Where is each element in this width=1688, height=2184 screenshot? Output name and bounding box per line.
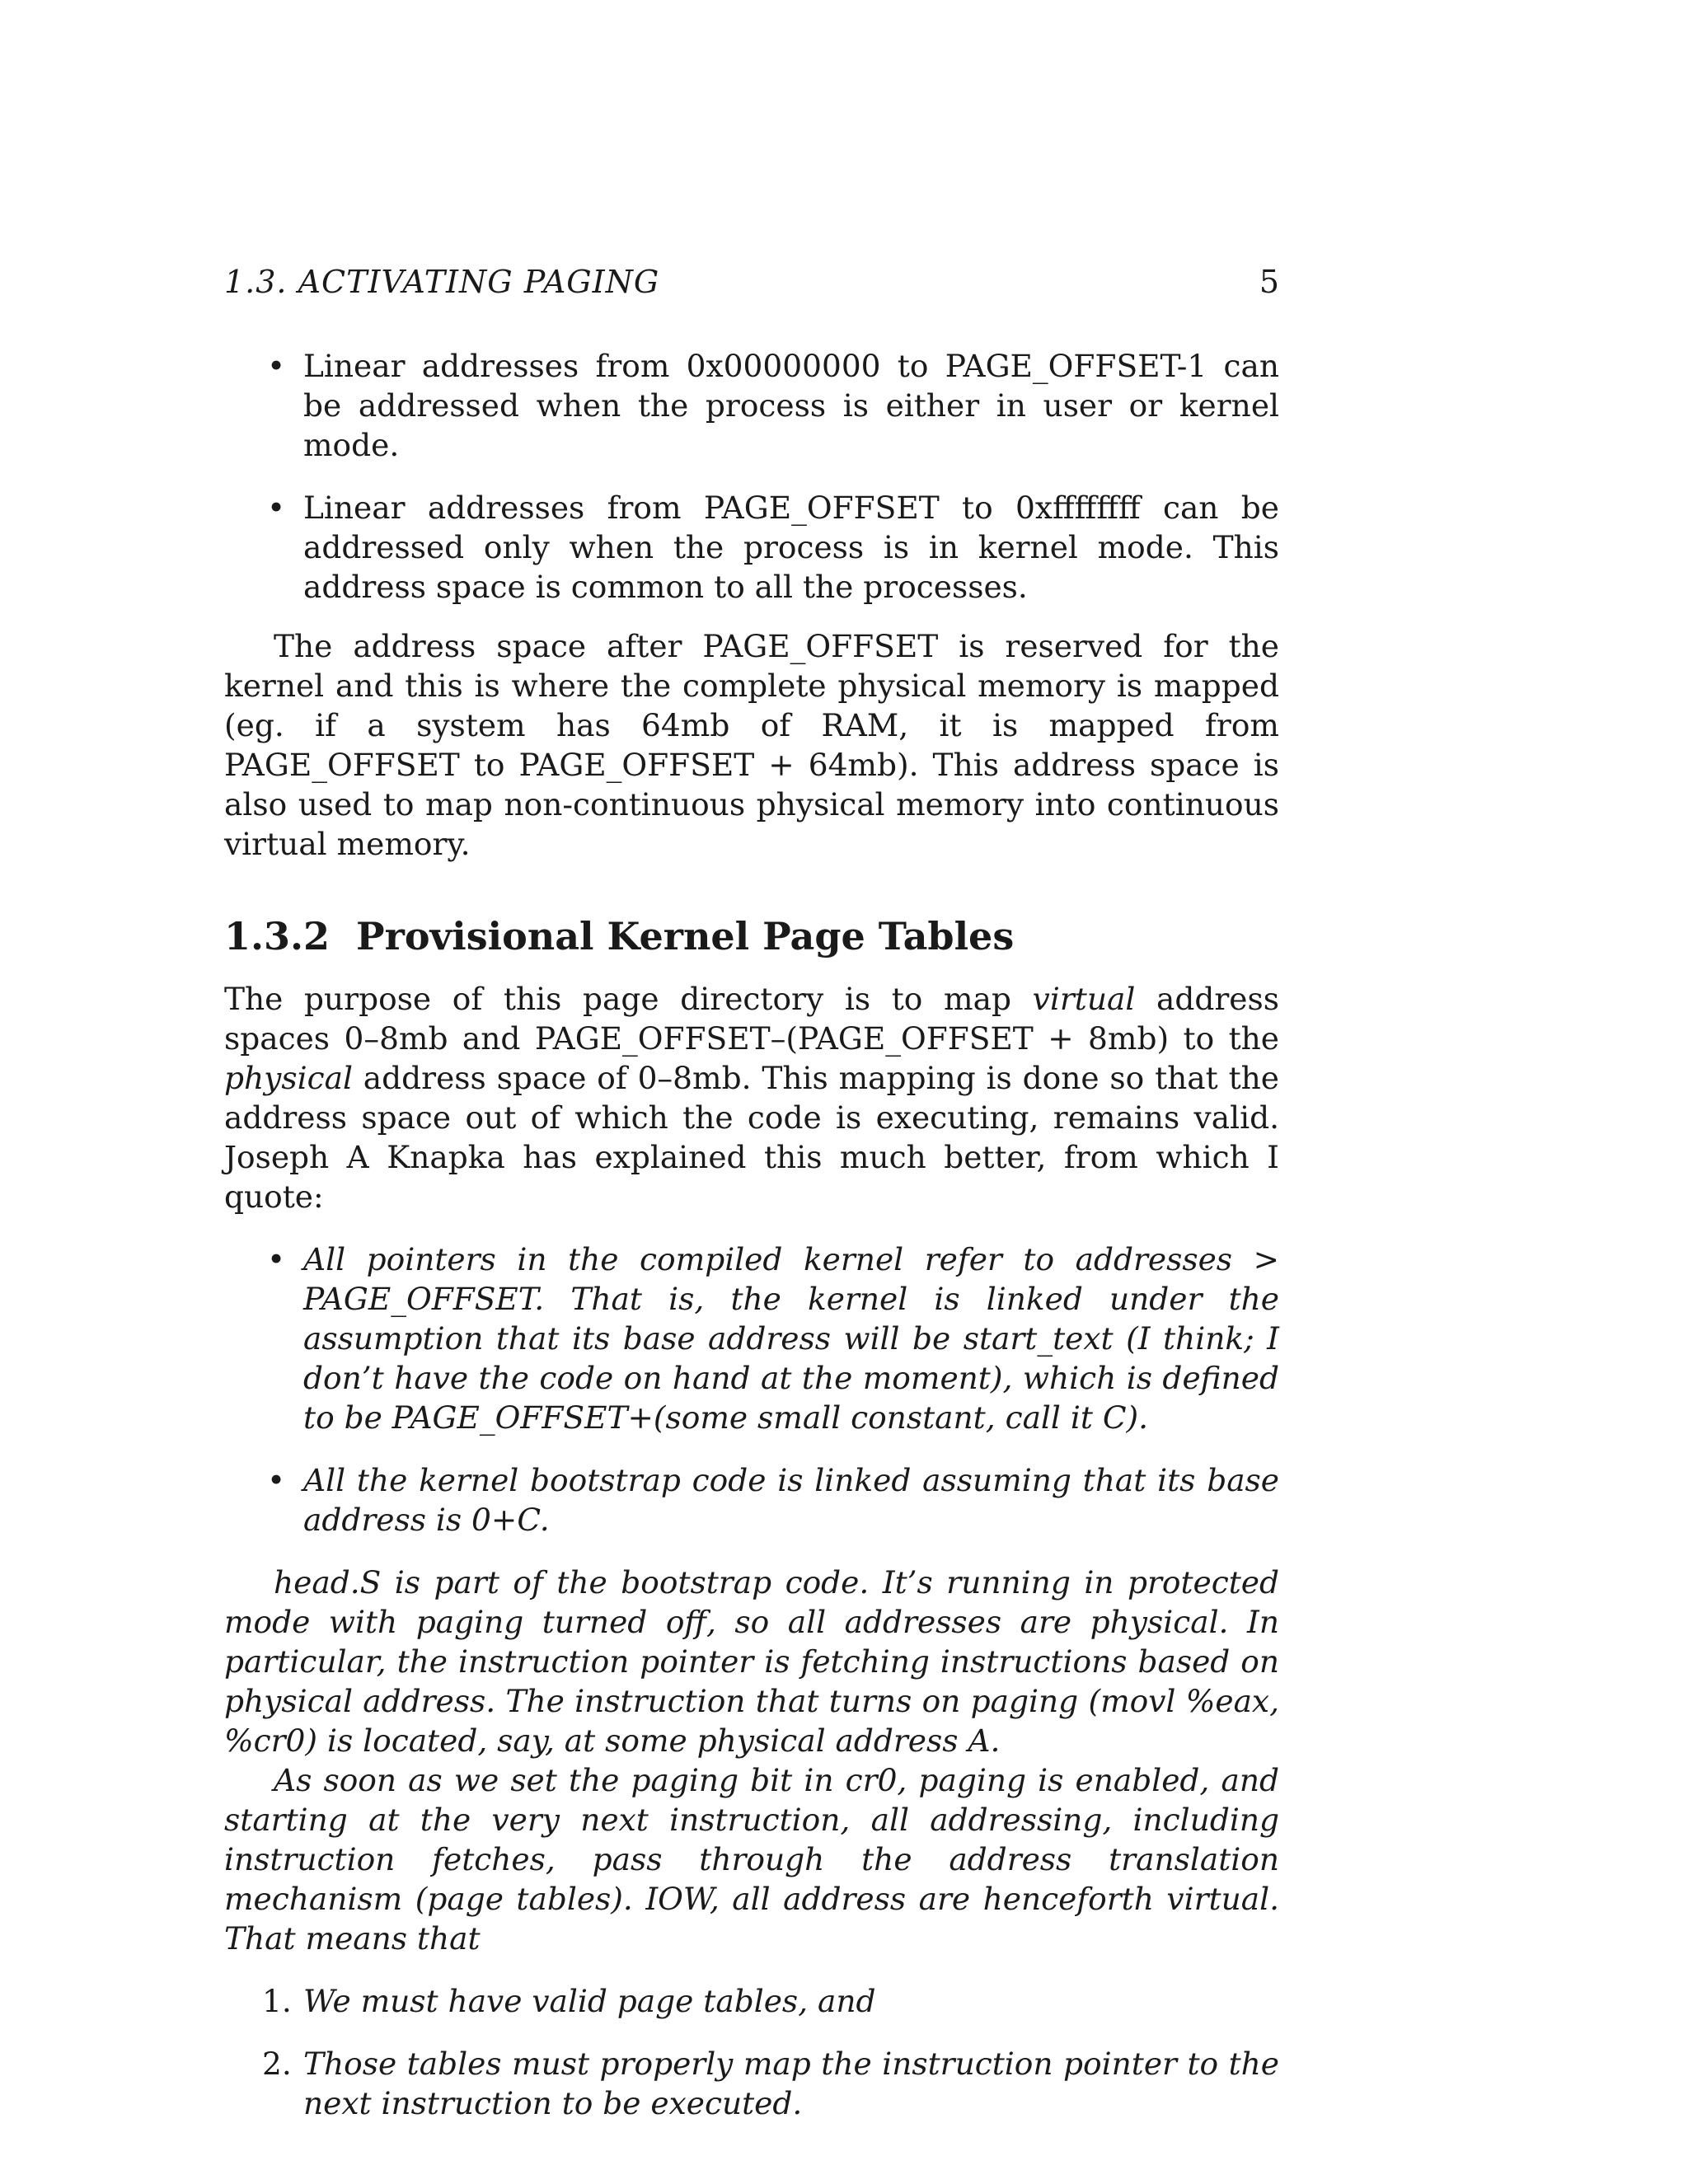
- list-number: 1.: [262, 1983, 292, 2019]
- requirements-list: [224, 1981, 1279, 2123]
- address-range-list: [224, 346, 1279, 607]
- running-title: 1.3. ACTIVATING PAGING: [224, 264, 660, 300]
- list-item: [224, 1240, 1279, 1437]
- emphasis-virtual: virtual: [1032, 981, 1136, 1017]
- text-run: The purpose of this page directory is to map: [224, 981, 1033, 1017]
- bullet-icon: •: [267, 348, 286, 384]
- list-item: [224, 346, 1279, 465]
- list-number: 2.: [262, 2046, 292, 2082]
- text-run: address space of 0–8mb. This mapping is done so that the address space out of which the code is executing, remains valid. Joseph A Knapka has explained this much better, from which I quote:: [224, 1060, 1279, 1215]
- list-item-text: All the kernel bootstrap code is linked assuming that its base address is 0+C.: [303, 1462, 1279, 1538]
- list-item-text: Linear addresses from PAGE_OFFSET to 0xffffffff can be addressed only when the process is in kernel mode. This address space is common to all the processes.: [303, 490, 1279, 605]
- quote-paragraph-head-s: head.S is part of the bootstrap code. It’s running in protected mode with paging turned off, so all addresses are physical. In particular, the instruction pointer is fetching instructions based on physical address. The instruction that turns on paging (movl %eax, %cr0) is located, say, at some physical address A.: [224, 1564, 1279, 1759]
- quote-paragraph-paging-bit: As soon as we set the paging bit in cr0, paging is enabled, and starting at the very next instruction, all addressing, including instruction fetches, pass through the address translation mechanism (page tables). IOW, all address are henceforth virtual. That means that: [224, 1762, 1279, 1957]
- bullet-icon: •: [267, 1462, 286, 1498]
- list-item-text: Linear addresses from 0x00000000 to PAGE_OFFSET-1 can be addressed when the process is either in user or kernel mode.: [303, 348, 1279, 463]
- page-body: [224, 346, 1279, 2146]
- paragraph-kernel-space: The address space after PAGE_OFFSET is reserved for the kernel and this is where the complete physical memory is mapped (eg. if a system has 64mb of RAM, it is mapped from PAGE_OFFSET to PAGE_OFFSET + 64mb). This address space is also used to map non-continuous physical memory into continuous virtual memory.: [224, 628, 1279, 862]
- list-item: [224, 1981, 1279, 2021]
- section-number: 1.3.2: [224, 914, 331, 958]
- bullet-icon: •: [267, 1241, 286, 1277]
- quote-list: [224, 1240, 1279, 1540]
- list-item: [224, 2044, 1279, 2123]
- page-number: 5: [1259, 264, 1279, 300]
- list-item: [224, 1460, 1279, 1540]
- text-run: address spaces 0–8mb and PAGE_OFFSET–(PAGE_OFFSET + 8mb) to the: [224, 981, 1279, 1057]
- emphasis-physical: physical: [224, 1060, 353, 1096]
- list-item-text: We must have valid page tables, and: [303, 1983, 876, 2019]
- running-header: [224, 262, 1279, 302]
- section-heading: [224, 913, 1279, 959]
- bullet-icon: •: [267, 490, 286, 526]
- list-item: [224, 488, 1279, 607]
- paragraph-purpose: [224, 979, 1279, 1216]
- list-item-text: All pointers in the compiled kernel refer to addresses > PAGE_OFFSET. That is, the kernel is linked under the assumption that its base address will be start_text (I think; I don’t have the code on hand at the moment), which is defined to be PAGE_OFFSET+(some small constant, call it C).: [303, 1241, 1279, 1436]
- list-item-text: Those tables must properly map the instruction pointer to the next instruction to be executed.: [303, 2046, 1279, 2121]
- section-title: Provisional Kernel Page Tables: [356, 914, 1015, 958]
